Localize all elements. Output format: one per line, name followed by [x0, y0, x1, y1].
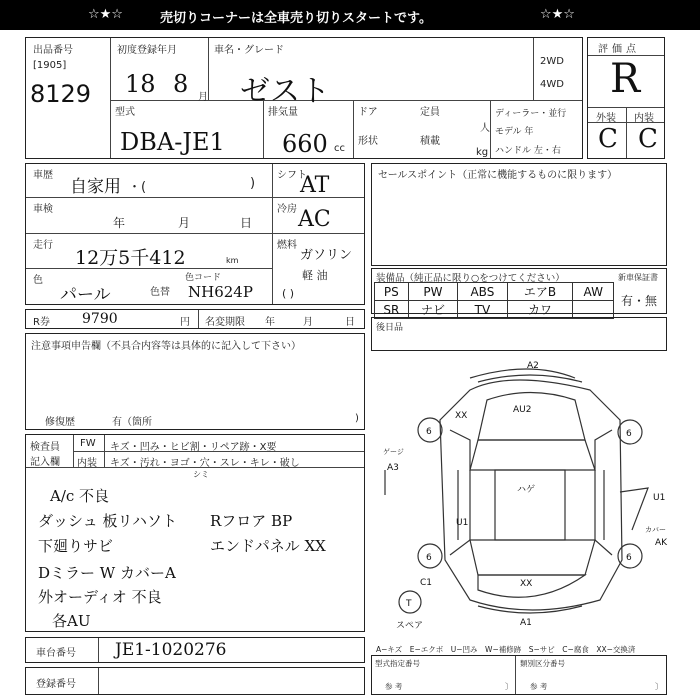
new-warranty-value: 有・無 [621, 294, 658, 308]
diagram-mark: スペア [396, 621, 424, 631]
registration-label: 登録番号 [36, 679, 76, 690]
comment-line-right: Rフロア BP [210, 512, 293, 530]
diagram-mark: XX [455, 411, 468, 421]
door-label: ドア [358, 107, 378, 118]
diagram-annot: カバー [645, 526, 666, 534]
color-change-label: 色替 [150, 287, 170, 298]
chassis-label: 車台番号 [36, 648, 76, 659]
comment-line: 外オーディオ 不良 [38, 588, 162, 606]
equipment-item: エアB [507, 283, 573, 301]
comment-line: ダッシュ 板リハソト [38, 512, 178, 530]
comment-line: 各AU [52, 612, 91, 630]
fuel-label: 燃料 [277, 240, 297, 251]
model: DBA-JE1 [120, 128, 225, 156]
displacement: 660 [282, 130, 328, 158]
diagram-mark: AK [655, 538, 668, 548]
comment-line: A/c 不良 [50, 487, 110, 505]
first-reg-year: 18 [125, 70, 156, 98]
drive-2wd: 2WD [540, 56, 564, 67]
interior-row-label: 内装 [77, 458, 97, 469]
diagram-mark: C1 [420, 578, 433, 588]
equipment-item: AW [573, 283, 614, 301]
comment-line-right: エンドパネル XX [210, 537, 326, 555]
first-reg-label: 初度登録年月 [117, 45, 177, 56]
equipment-item: PS [375, 283, 409, 301]
diagram-mark: A3 [387, 463, 399, 473]
diagram-annot: ゲージ [383, 448, 404, 456]
eval-label: 評価点 [598, 44, 640, 55]
equipment-item: ABS [458, 283, 507, 301]
capacity-label: 定員 [420, 107, 440, 118]
equipment-item: カワ [507, 301, 573, 319]
load-label: 積載 [420, 136, 440, 147]
lot-label: 出品番号 [33, 45, 73, 56]
score: R [610, 56, 641, 102]
color-value: パール [60, 285, 111, 305]
equipment-item: ナビ [408, 301, 458, 319]
color-label: 色 [33, 275, 43, 286]
interior-grade: C [638, 124, 658, 154]
interior-label: 内装 [634, 113, 654, 124]
fuel-value: ガソリン [300, 248, 353, 263]
displacement-label: 排気量 [268, 107, 298, 118]
lot-number: 8129 [30, 80, 92, 108]
shape-label: 形状 [358, 136, 378, 147]
new-warranty-label: 新車保証書 [618, 273, 658, 282]
mileage-label: 走行 [33, 240, 53, 251]
exterior-grade: C [598, 124, 618, 154]
history-label: 車歴 [33, 170, 53, 181]
equipment-label: 装備品（純正品に限り○をつけてください） [376, 273, 565, 284]
drive-4wd: 4WD [540, 79, 564, 90]
later-items-label: 後日品 [376, 323, 404, 333]
sales-point-label: セールスポイント（正常に機能するものに限ります） [378, 170, 618, 181]
diagram-mark: T [406, 599, 412, 609]
ac-label: 冷房 [277, 204, 297, 215]
class-number-label: 類別区分番号 [520, 659, 565, 668]
diagram-mark: U1 [456, 518, 469, 528]
banner-text: 売切りコーナーは全車売り切りスタートです。 [160, 11, 432, 26]
diagram-mark: U1 [653, 493, 666, 503]
diagram-mark: XX [520, 579, 533, 589]
comment-line: Dミラー W カバーA [38, 564, 176, 582]
diagram-mark: ハゲ [517, 485, 536, 495]
interior-items: キズ・汚れ・ヨゴ・穴・スレ・キレ・破し [110, 458, 300, 469]
model-year-label: モデル 年 [495, 127, 534, 137]
ac-value: AC [298, 207, 331, 232]
inspection-label: 車検 [33, 204, 53, 215]
first-reg-month: 8 [173, 70, 189, 98]
equipment-item: TV [458, 301, 507, 319]
dealer-label: ディーラー・並行 [495, 109, 567, 119]
model-label: 型式 [115, 107, 135, 118]
diagram-mark: A2 [527, 361, 539, 371]
fw-label: FW [80, 438, 96, 449]
inspector-label-2: 記入欄 [30, 457, 60, 468]
mileage-value: 12万5千412 [75, 247, 186, 269]
name-change-label: 名変期限 [205, 317, 245, 328]
diagram-mark: 6 [426, 553, 432, 563]
type-number-label: 型式指定番号 [375, 659, 420, 668]
comment-line: 下廻りサビ [38, 537, 114, 555]
exterior-label: 外装 [596, 113, 616, 124]
history-value: 自家用 [70, 177, 121, 197]
chassis-number: JE1-1020276 [115, 640, 227, 660]
shift-value: AT [300, 173, 330, 198]
banner-stars-right: ☆★☆ [540, 7, 575, 22]
repair-value: 有（箇所 [112, 417, 152, 428]
handle-label: ハンドル 左・右 [495, 146, 561, 156]
damage-legend: A−キズ E−エクボ U−凹み W−補修跡 S−サビ C−腐食 XX−交換済 [376, 645, 636, 654]
repair-label: 修復歴 [45, 417, 75, 428]
shift-label: シフト [277, 170, 307, 181]
diagram-mark: 6 [426, 427, 432, 437]
banner-stars-left: ☆★☆ [88, 7, 123, 22]
equipment-item: SR [375, 301, 409, 319]
notes-label: 注意事項申告欄（不具合内容等は具体的に記入して下さい） [31, 341, 301, 352]
diagram-mark: AU2 [513, 405, 532, 415]
car-name-label: 車名・グレード [214, 45, 284, 56]
recycle-value: 9790 [82, 311, 118, 327]
diagram-mark: 6 [626, 429, 632, 439]
car-name: ゼスト [240, 74, 330, 109]
color-code: NH624P [188, 283, 253, 301]
recycle-label: R券 [33, 317, 50, 328]
fw-items: キズ・凹み・ヒビ割・リペア跡・X要 [110, 442, 277, 453]
diagram-mark: 6 [626, 553, 632, 563]
inspector-label-1: 検査員 [30, 442, 60, 453]
equipment-item: PW [408, 283, 458, 301]
color-code-label: 色コード [185, 273, 222, 283]
lot-code: [1905] [33, 60, 67, 71]
diagram-mark: A1 [520, 618, 532, 628]
